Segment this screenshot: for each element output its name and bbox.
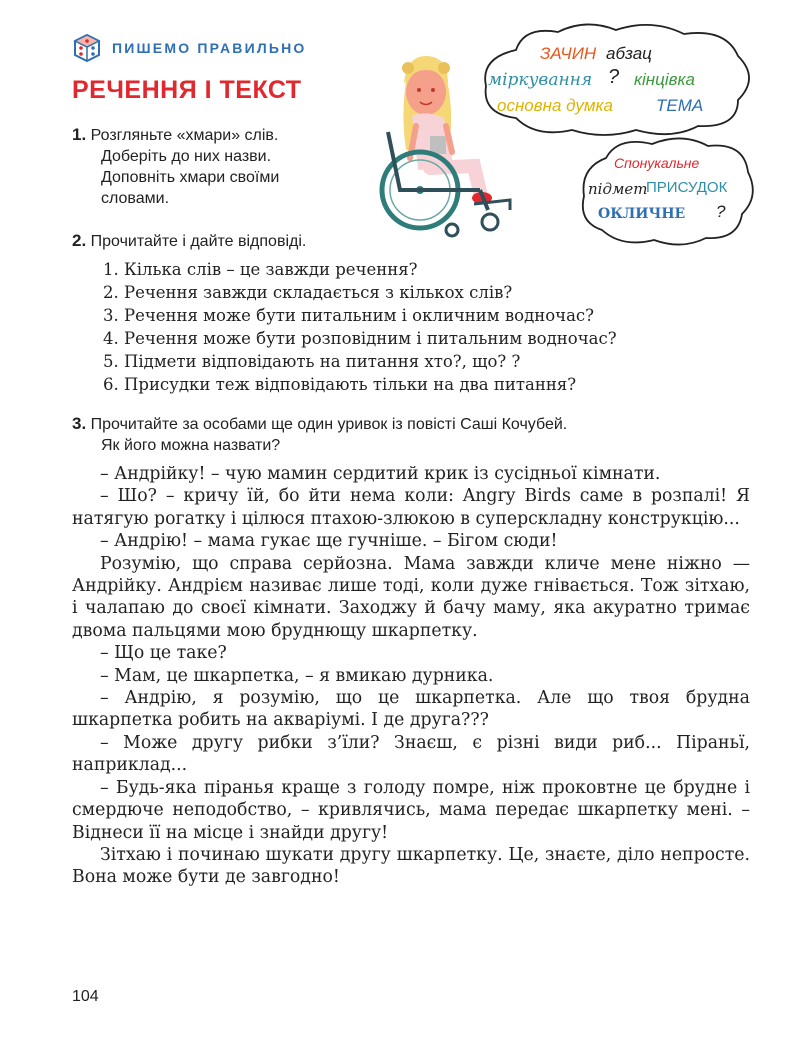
question-item: 6. Присудки теж відповідають тільки на два питання?: [103, 375, 577, 394]
story-paragraph: – Що це таке?: [100, 643, 227, 664]
cloud-word-kintsivka: кінцівка: [634, 70, 696, 89]
story-paragraph: – Андрійку! – чую мамин сердитий крик із сусідньої кімнати.: [100, 464, 661, 484]
task-3-number: 3.: [72, 414, 87, 433]
task-1-number: 1.: [72, 125, 87, 144]
cloud-word-zachyn: ЗАЧИН: [540, 44, 597, 63]
task-2: [72, 230, 306, 252]
cloud-word-mirkuvannia: міркування: [488, 70, 593, 90]
question-item: 1. Кілька слів – це завжди речення?: [103, 260, 418, 279]
story-paragraph: – Мам, це шкарпетка, – я вмикаю дурника.: [100, 665, 494, 686]
task-1-line: Розгляньте «хмари» слів.: [90, 127, 279, 144]
story-paragraph: – Шо? – кричу їй, бо йти нема коли: Angry Birds саме в розпалі! Я натягую рогатку і цілюся птахою-злюкою в суперскладну конструкцію...: [72, 486, 750, 529]
task-2-text: Прочитайте і дайте відповіді.: [90, 233, 307, 250]
section-label: ПИШЕМО ПРАВИЛЬНО: [112, 40, 307, 56]
task-1: [72, 124, 362, 209]
task-3: [72, 413, 732, 456]
cloud-word-osnovna-dumka: основна думка: [497, 96, 614, 115]
cloud-word-sponukalne: Спонукальне: [614, 155, 700, 171]
story-excerpt: [72, 463, 750, 889]
story-paragraph: Розумію, що справа серйозна. Мама завжди кличе мене ніжно — Андрійку. Андрієм називає лише тоді, коли дуже гнівається. Тож зітхаю, і чалапаю до своєї кімнати. Заходжу й бачу маму, яка акуратно тримає двома пальцями мою бруднющу шкарпетку.: [72, 553, 750, 641]
cloud-word-pidmet: підмет: [588, 180, 648, 198]
question-item: 3. Речення може бути питальним і окличним водночас?: [103, 306, 595, 325]
cloud-word-question: ?: [608, 66, 620, 88]
story-paragraph: – Може другу рибки з’їли? Знаєш, є різні види риб... Піраньї, наприклад...: [72, 732, 750, 776]
cloud-word-abzats: абзац: [606, 44, 652, 63]
task-2-number: 2.: [72, 231, 87, 250]
cloud-word-prysudok: ПРИСУДОК: [646, 179, 728, 196]
question-item: 4. Речення може бути розповідним і питальним водночас?: [103, 329, 617, 348]
story-paragraph: Зітхаю і починаю шукати другу шкарпетку. Це, знаєте, діло непросте. Вона може бути де завгодно!: [72, 844, 750, 888]
task-3-line: Як його можна назвати?: [101, 437, 281, 454]
story-paragraph: – Андрію, я розумію, що це шкарпетка. Але що твоя брудна шкарпетка робить на акваріумі. І де друга???: [72, 688, 750, 731]
dice-icon: [72, 33, 102, 63]
page-title: РЕЧЕННЯ І ТЕКСТ: [72, 76, 302, 104]
question-list: [103, 258, 617, 396]
task-1-line: Доберіть до них назви.: [101, 148, 272, 165]
cloud-word-tema: ТЕМА: [656, 96, 704, 115]
page-number: 104: [72, 988, 99, 1005]
cloud-word-oklychne: ОКЛИЧНЕ: [598, 206, 686, 222]
story-paragraph: – Будь-яка піранья краще з голоду помре, ніж проковтне це брудне і смердюче неподобство, – кривлячись, мама передає шкарпетку мені. – Віднеси її на місце і знайди другу!: [72, 777, 750, 843]
question-item: 5. Підмети відповідають на питання хто?, що? ?: [103, 352, 521, 371]
task-3-line: Прочитайте за особами ще один уривок із повісті Саші Кочубей.: [90, 416, 568, 433]
task-1-line: словами.: [101, 190, 170, 207]
story-paragraph: – Андрію! – мама гукає ще гучніше. – Бігом сюди!: [100, 531, 558, 552]
cloud-word-question-2: ?: [716, 202, 726, 221]
question-item: 2. Речення завжди складається з кількох слів?: [103, 283, 513, 302]
task-1-line: Доповніть хмари своїми: [101, 169, 280, 186]
